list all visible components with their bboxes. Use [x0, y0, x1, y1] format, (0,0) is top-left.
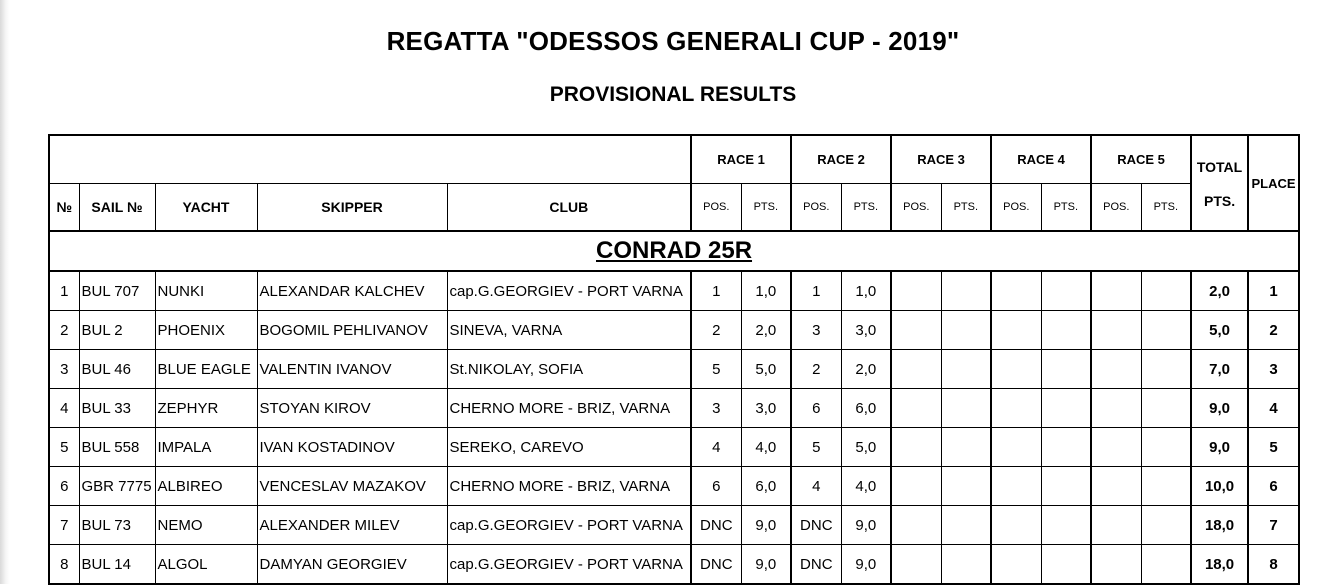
cell-race-4-pts [1041, 506, 1091, 545]
cell-total-points: 18,0 [1191, 545, 1248, 585]
cell-race-4-pos [991, 428, 1041, 467]
cell-race-1-pts: 3,0 [741, 389, 791, 428]
cell-skipper: BOGOMIL PEHLIVANOV [257, 311, 447, 350]
cell-race-3-pts [941, 350, 991, 389]
cell-race-3-pos [891, 506, 941, 545]
cell-race-3-pos [891, 428, 941, 467]
cell-race-5-pos [1091, 545, 1141, 585]
cell-sail-number: GBR 7775 [79, 467, 155, 506]
cell-skipper: ALEXANDER MILEV [257, 506, 447, 545]
table-row [49, 506, 1299, 545]
table-row [49, 389, 1299, 428]
cell-skipper: ALEXANDAR KALCHEV [257, 271, 447, 311]
race-2-pts-header: PTS. [841, 183, 891, 231]
race-4-pts-header: PTS. [1041, 183, 1091, 231]
cell-race-1-pts: 5,0 [741, 350, 791, 389]
race-1-pos-header: POS. [691, 183, 741, 231]
cell-total-points: 10,0 [1191, 467, 1248, 506]
cell-club: SINEVA, VARNA [447, 311, 691, 350]
header-row-columns [49, 183, 1299, 231]
cell-race-4-pos [991, 389, 1041, 428]
cell-race-3-pos [891, 545, 941, 585]
cell-total-points: 9,0 [1191, 428, 1248, 467]
cell-place: 4 [1248, 389, 1299, 428]
cell-race-2-pos: 5 [791, 428, 841, 467]
cell-sail-number: BUL 33 [79, 389, 155, 428]
cell-yacht: NUNKI [155, 271, 257, 311]
cell-race-3-pos [891, 271, 941, 311]
cell-race-1-pos: 6 [691, 467, 741, 506]
cell-race-2-pos: DNC [791, 545, 841, 585]
cell-race-1-pos: 4 [691, 428, 741, 467]
cell-race-1-pts: 9,0 [741, 545, 791, 585]
cell-place: 1 [1248, 271, 1299, 311]
race-2-header: RACE 2 [791, 135, 891, 183]
cell-race-1-pts: 2,0 [741, 311, 791, 350]
cell-race-2-pts: 9,0 [841, 506, 891, 545]
cell-no: 5 [49, 428, 79, 467]
cell-total-points: 5,0 [1191, 311, 1248, 350]
class-row [49, 231, 1299, 271]
cell-yacht: ALGOL [155, 545, 257, 585]
cell-race-5-pos [1091, 311, 1141, 350]
cell-race-5-pos [1091, 350, 1141, 389]
table-row [49, 428, 1299, 467]
cell-no: 2 [49, 311, 79, 350]
cell-sail-number: BUL 14 [79, 545, 155, 585]
race-2-pos-header: POS. [791, 183, 841, 231]
cell-race-5-pts [1141, 389, 1191, 428]
cell-race-2-pts: 6,0 [841, 389, 891, 428]
cell-no: 3 [49, 350, 79, 389]
cell-no: 6 [49, 467, 79, 506]
table-row [49, 271, 1299, 311]
cell-race-5-pts [1141, 350, 1191, 389]
cell-race-4-pts [1041, 545, 1091, 585]
cell-club: CHERNO MORE - BRIZ, VARNA [447, 389, 691, 428]
cell-total-points: 2,0 [1191, 271, 1248, 311]
cell-race-1-pos: 5 [691, 350, 741, 389]
cell-race-3-pts [941, 428, 991, 467]
cell-skipper: VALENTIN IVANOV [257, 350, 447, 389]
page-title: REGATTA "ODESSOS GENERALI CUP - 2019" [386, 26, 960, 56]
race-1-pts-header: PTS. [741, 183, 791, 231]
cell-place: 7 [1248, 506, 1299, 545]
cell-race-1-pts: 1,0 [741, 271, 791, 311]
cell-race-3-pos [891, 311, 941, 350]
cell-place: 5 [1248, 428, 1299, 467]
col-yacht-header: YACHT [155, 183, 257, 231]
total-header-top: TOTAL [1191, 135, 1248, 183]
cell-race-1-pos: 3 [691, 389, 741, 428]
cell-yacht: ALBIREO [155, 467, 257, 506]
cell-yacht: IMPALA [155, 428, 257, 467]
cell-race-2-pts: 2,0 [841, 350, 891, 389]
cell-no: 4 [49, 389, 79, 428]
cell-race-1-pos: 2 [691, 311, 741, 350]
cell-total-points: 9,0 [1191, 389, 1248, 428]
page-subtitle: PROVISIONAL RESULTS [549, 83, 797, 106]
cell-race-3-pts [941, 271, 991, 311]
cell-club: cap.G.GEORGIEV - PORT VARNA [447, 271, 691, 311]
header-row-races [49, 135, 1299, 183]
cell-place: 3 [1248, 350, 1299, 389]
cell-race-2-pos: 1 [791, 271, 841, 311]
col-skipper-header: SKIPPER [257, 183, 447, 231]
cell-race-1-pos: DNC [691, 545, 741, 585]
race-3-pts-header: PTS. [941, 183, 991, 231]
cell-race-1-pos: DNC [691, 506, 741, 545]
header-blank-cell [49, 135, 691, 183]
race-5-header: RACE 5 [1091, 135, 1191, 183]
cell-race-2-pts: 3,0 [841, 311, 891, 350]
cell-race-4-pts [1041, 428, 1091, 467]
cell-no: 8 [49, 545, 79, 585]
cell-club: St.NIKOLAY, SOFIA [447, 350, 691, 389]
cell-race-1-pts: 9,0 [741, 506, 791, 545]
cell-skipper: DAMYAN GEORGIEV [257, 545, 447, 585]
cell-race-5-pts [1141, 467, 1191, 506]
cell-club: SEREKO, CAREVO [447, 428, 691, 467]
table-row [49, 350, 1299, 389]
cell-race-2-pts: 1,0 [841, 271, 891, 311]
cell-place: 6 [1248, 467, 1299, 506]
cell-race-5-pos [1091, 389, 1141, 428]
race-5-pts-header: PTS. [1141, 183, 1191, 231]
cell-yacht: PHOENIX [155, 311, 257, 350]
cell-club: CHERNO MORE - BRIZ, VARNA [447, 467, 691, 506]
cell-sail-number: BUL 2 [79, 311, 155, 350]
col-no-header: № [49, 183, 79, 231]
cell-race-5-pts [1141, 506, 1191, 545]
cell-race-3-pos [891, 389, 941, 428]
cell-race-1-pts: 6,0 [741, 467, 791, 506]
cell-race-4-pts [1041, 271, 1091, 311]
cell-sail-number: BUL 558 [79, 428, 155, 467]
cell-race-4-pts [1041, 311, 1091, 350]
cell-race-2-pos: 3 [791, 311, 841, 350]
cell-race-2-pos: DNC [791, 506, 841, 545]
cell-race-5-pos [1091, 428, 1141, 467]
table-row [49, 545, 1299, 585]
cell-race-5-pts [1141, 311, 1191, 350]
cell-race-2-pos: 4 [791, 467, 841, 506]
cell-race-2-pos: 2 [791, 350, 841, 389]
cell-race-4-pos [991, 350, 1041, 389]
race-5-pos-header: POS. [1091, 183, 1141, 231]
table-row [49, 311, 1299, 350]
cell-yacht: NEMO [155, 506, 257, 545]
cell-race-5-pos [1091, 506, 1141, 545]
col-sail-header: SAIL № [79, 183, 155, 231]
cell-race-5-pts [1141, 545, 1191, 585]
cell-race-4-pos [991, 271, 1041, 311]
race-4-pos-header: POS. [991, 183, 1041, 231]
cell-race-3-pos [891, 350, 941, 389]
cell-yacht: ZEPHYR [155, 389, 257, 428]
col-club-header: CLUB [447, 183, 691, 231]
cell-race-4-pos [991, 467, 1041, 506]
cell-race-3-pts [941, 389, 991, 428]
cell-place: 8 [1248, 545, 1299, 585]
cell-race-4-pts [1041, 467, 1091, 506]
cell-race-3-pos [891, 467, 941, 506]
cell-sail-number: BUL 707 [79, 271, 155, 311]
cell-skipper: STOYAN KIROV [257, 389, 447, 428]
place-header: PLACE [1248, 135, 1299, 231]
cell-race-1-pts: 4,0 [741, 428, 791, 467]
cell-club: cap.G.GEORGIEV - PORT VARNA [447, 506, 691, 545]
cell-total-points: 18,0 [1191, 506, 1248, 545]
cell-race-5-pts [1141, 428, 1191, 467]
cell-race-2-pts: 5,0 [841, 428, 891, 467]
table-row [49, 467, 1299, 506]
cell-race-4-pts [1041, 350, 1091, 389]
cell-yacht: BLUE EAGLE [155, 350, 257, 389]
total-header-bottom: PTS. [1191, 183, 1248, 231]
cell-race-3-pts [941, 311, 991, 350]
cell-race-1-pos: 1 [691, 271, 741, 311]
race-3-header: RACE 3 [891, 135, 991, 183]
cell-race-3-pts [941, 545, 991, 585]
cell-race-2-pts: 4,0 [841, 467, 891, 506]
cell-race-2-pos: 6 [791, 389, 841, 428]
cell-no: 7 [49, 506, 79, 545]
race-3-pos-header: POS. [891, 183, 941, 231]
cell-race-4-pos [991, 545, 1041, 585]
cell-sail-number: BUL 46 [79, 350, 155, 389]
cell-no: 1 [49, 271, 79, 311]
cell-skipper: VENCESLAV MAZAKOV [257, 467, 447, 506]
cell-skipper: IVAN KOSTADINOV [257, 428, 447, 467]
results-table [48, 134, 1300, 585]
cell-race-4-pos [991, 311, 1041, 350]
cell-race-3-pts [941, 467, 991, 506]
cell-race-5-pts [1141, 271, 1191, 311]
cell-total-points: 7,0 [1191, 350, 1248, 389]
cell-race-5-pos [1091, 467, 1141, 506]
class-title: CONRAD 25R [49, 231, 1299, 271]
cell-race-5-pos [1091, 271, 1141, 311]
cell-race-4-pos [991, 506, 1041, 545]
cell-place: 2 [1248, 311, 1299, 350]
cell-sail-number: BUL 73 [79, 506, 155, 545]
race-4-header: RACE 4 [991, 135, 1091, 183]
cell-race-3-pts [941, 506, 991, 545]
cell-race-4-pts [1041, 389, 1091, 428]
race-1-header: RACE 1 [691, 135, 791, 183]
cell-club: cap.G.GEORGIEV - PORT VARNA [447, 545, 691, 585]
cell-race-2-pts: 9,0 [841, 545, 891, 585]
